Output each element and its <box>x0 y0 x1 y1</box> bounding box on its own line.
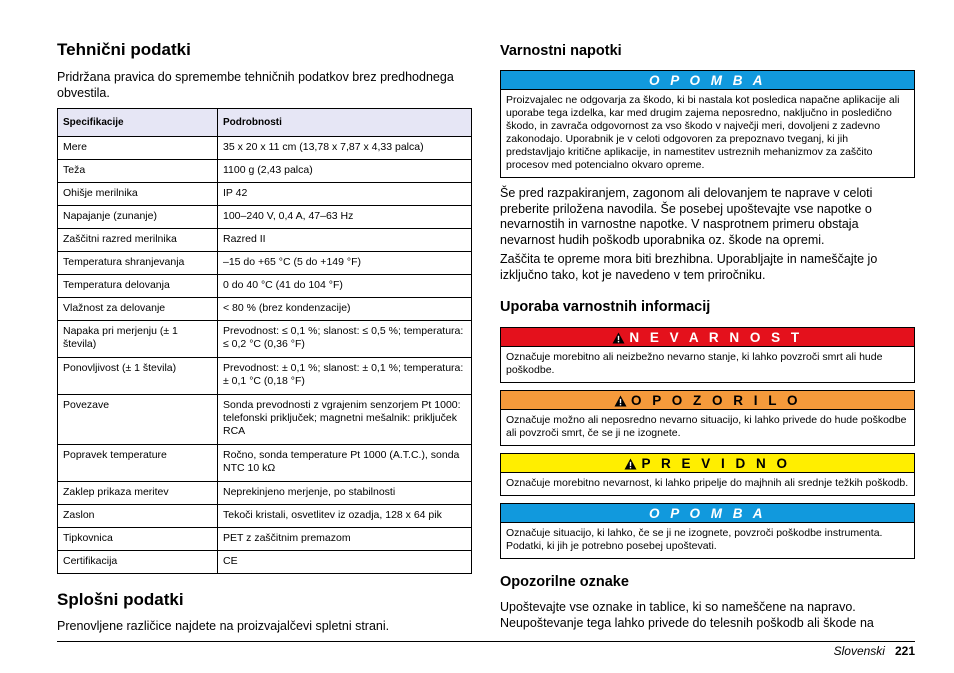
tech-specs-heading: Tehnični podatki <box>57 40 191 59</box>
note-label: O P O M B A <box>501 504 914 523</box>
spec-name: Zaslon <box>58 505 218 528</box>
warning-triangle-icon <box>612 332 625 344</box>
safety-paragraph-2: Zaščita te opreme mora biti brezhibna. Uporabljajte in nameščajte jo izključno tako, kot je navedeno v tem priročniku. <box>500 252 878 282</box>
table-row <box>58 160 472 183</box>
spec-name: Temperatura delovanja <box>58 275 218 298</box>
table-row <box>58 229 472 252</box>
caution-text: Označuje morebitno nevarnost, ki lahko pripelje do majhnih ali srednje težkih poškodb. <box>506 477 909 489</box>
spec-value: < 80 % (brez kondenzacije) <box>218 298 472 321</box>
table-row <box>58 445 472 482</box>
spec-value: 100–240 V, 0,4 A, 47–63 Hz <box>218 206 472 229</box>
spec-name: Napajanje (zunanje) <box>58 206 218 229</box>
spec-name: Mere <box>58 137 218 160</box>
spec-value: Prevodnost: ≤ 0,1 %; slanost: ≤ 0,5 %; temperatura: ≤ 0,2 °C (0,36 °F) <box>218 321 472 358</box>
spec-value: Tekoči kristali, osvetlitev iz ozadja, 128 x 64 pik <box>218 505 472 528</box>
footer-divider <box>57 641 915 642</box>
spec-value: Ročno, sonda temperature Pt 1000 (A.T.C.), sonda NTC 10 kΩ <box>218 445 472 482</box>
danger-box <box>500 327 915 383</box>
tech-specs-intro: Pridržana pravica do spremembe tehničnih podatkov brez predhodnega obvestila. <box>57 70 454 100</box>
spec-name: Vlažnost za delovanje <box>58 298 218 321</box>
spec-value: 0 do 40 °C (41 do 104 °F) <box>218 275 472 298</box>
spec-name: Certifikacija <box>58 551 218 574</box>
table-row <box>58 395 472 445</box>
spec-name: Ohišje merilnika <box>58 183 218 206</box>
table-row <box>58 528 472 551</box>
page-number: 221 <box>894 644 915 658</box>
spec-value: 1100 g (2,43 palca) <box>218 160 472 183</box>
table-row <box>58 551 472 574</box>
table-row <box>58 252 472 275</box>
spec-header-specifications: Specifikacije <box>58 109 218 137</box>
spec-value: Sonda prevodnosti z vgrajenim senzorjem Pt 1000: telefonski priključek; magnetni mešalnik: priključek RCA <box>218 395 472 445</box>
table-row <box>58 183 472 206</box>
danger-label: N E V A R N O S T <box>629 330 803 345</box>
labels-heading: Opozorilne oznake <box>500 574 629 590</box>
table-row <box>58 275 472 298</box>
warning-box <box>500 390 915 446</box>
spec-table <box>57 108 472 574</box>
warning-text: Označuje možno ali neposredno nevarno situacijo, ki lahko privede do hude poškodbe ali povzroči smrt, če se ji ne izognete. <box>506 414 907 439</box>
spec-name: Teža <box>58 160 218 183</box>
danger-header <box>501 328 914 347</box>
spec-name: Popravek temperature <box>58 445 218 482</box>
spec-name: Napaka pri merjenju (± 1 števila) <box>58 321 218 358</box>
spec-header-details: Podrobnosti <box>218 109 472 137</box>
note-box-instrument <box>500 503 915 559</box>
spec-name: Tipkovnica <box>58 528 218 551</box>
caution-header <box>501 454 914 473</box>
table-row <box>58 206 472 229</box>
spec-value: Razred II <box>218 229 472 252</box>
spec-value: 35 x 20 x 11 cm (13,78 x 7,87 x 4,33 palca) <box>218 137 472 160</box>
safety-paragraph-1: Še pred razpakiranjem, zagonom ali delovanjem te naprave v celoti preberite priložena navodila. Še posebej upoštevajte vse napotke o nevarnostih in varnostne napotke. V nasprotnem primeru obstaja nevarnost hudih poškodb uporabnika oz. škode na opremi. <box>500 186 873 247</box>
spec-value: Prevodnost: ± 0,1 %; slanost: ± 0,1 %; temperatura: ± 0,1 °C (0,18 °F) <box>218 358 472 395</box>
table-row <box>58 358 472 395</box>
spec-name: Povezave <box>58 395 218 445</box>
table-row <box>58 137 472 160</box>
warning-triangle-icon <box>624 458 637 470</box>
labels-text: Upoštevajte vse oznake in tablice, ki so nameščene na napravo. Neupoštevanje tega lahko privede do telesnih poškodb ali škode na <box>500 600 874 630</box>
footer-language: Slovenski <box>833 644 885 658</box>
table-row <box>58 482 472 505</box>
danger-text: Označuje morebitno ali neizbežno nevarno stanje, ki lahko povzroči smrt ali hude poškodbe. <box>506 351 883 376</box>
note-label: O P O M B A <box>501 71 914 90</box>
table-row <box>58 321 472 358</box>
right-column <box>500 40 915 631</box>
table-row <box>58 505 472 528</box>
general-info-text: Prenovljene različice najdete na proizvajalčevi spletni strani. <box>57 619 390 633</box>
note-text: Proizvajalec ne odgovarja za škodo, ki bi nastala kot posledica napačne aplikacije ali uporabe tega izdelka, kar med drugim zajema neposredno, naključno in posledično škodo, in zavrača odgovornost za vso škodo v največji meri, dovoljeni z zadevno zakonodajo. Uporabnik je v celoti odgovoren za prepoznavo tveganj, ki jih predstavljajo kritične aplikacije, in namestitev ustreznih mehanizmov za zaščito procesov med potencialno okvaro opreme. <box>506 94 900 171</box>
spec-value: CE <box>218 551 472 574</box>
caution-label: P R E V I D N O <box>641 456 791 471</box>
general-info-heading: Splošni podatki <box>57 590 184 609</box>
spec-name: Zaščitni razred merilnika <box>58 229 218 252</box>
spec-value: IP 42 <box>218 183 472 206</box>
warning-triangle-icon <box>614 395 627 407</box>
left-column <box>57 40 472 635</box>
table-row <box>58 298 472 321</box>
spec-value: PET z zaščitnim premazom <box>218 528 472 551</box>
spec-name: Temperatura shranjevanja <box>58 252 218 275</box>
spec-table-header <box>58 109 472 137</box>
warning-label: O P O Z O R I L O <box>630 393 802 408</box>
caution-box <box>500 453 915 496</box>
spec-name: Ponovljivost (± 1 števila) <box>58 358 218 395</box>
page-footer <box>834 644 915 658</box>
spec-value: –15 do +65 °C (5 do +149 °F) <box>218 252 472 275</box>
note-text: Označuje situacijo, ki lahko, če se ji ne izognete, povzroči poškodbe instrumenta. Podatki, ki jih je potrebno posebej upoštevati. <box>506 527 883 552</box>
spec-name: Zaklep prikaza meritev <box>58 482 218 505</box>
usage-heading: Uporaba varnostnih informacij <box>500 299 711 315</box>
warning-header <box>501 391 914 410</box>
safety-heading: Varnostni napotki <box>500 43 622 59</box>
spec-value: Neprekinjeno merjenje, po stabilnosti <box>218 482 472 505</box>
note-box-disclaimer <box>500 70 915 178</box>
